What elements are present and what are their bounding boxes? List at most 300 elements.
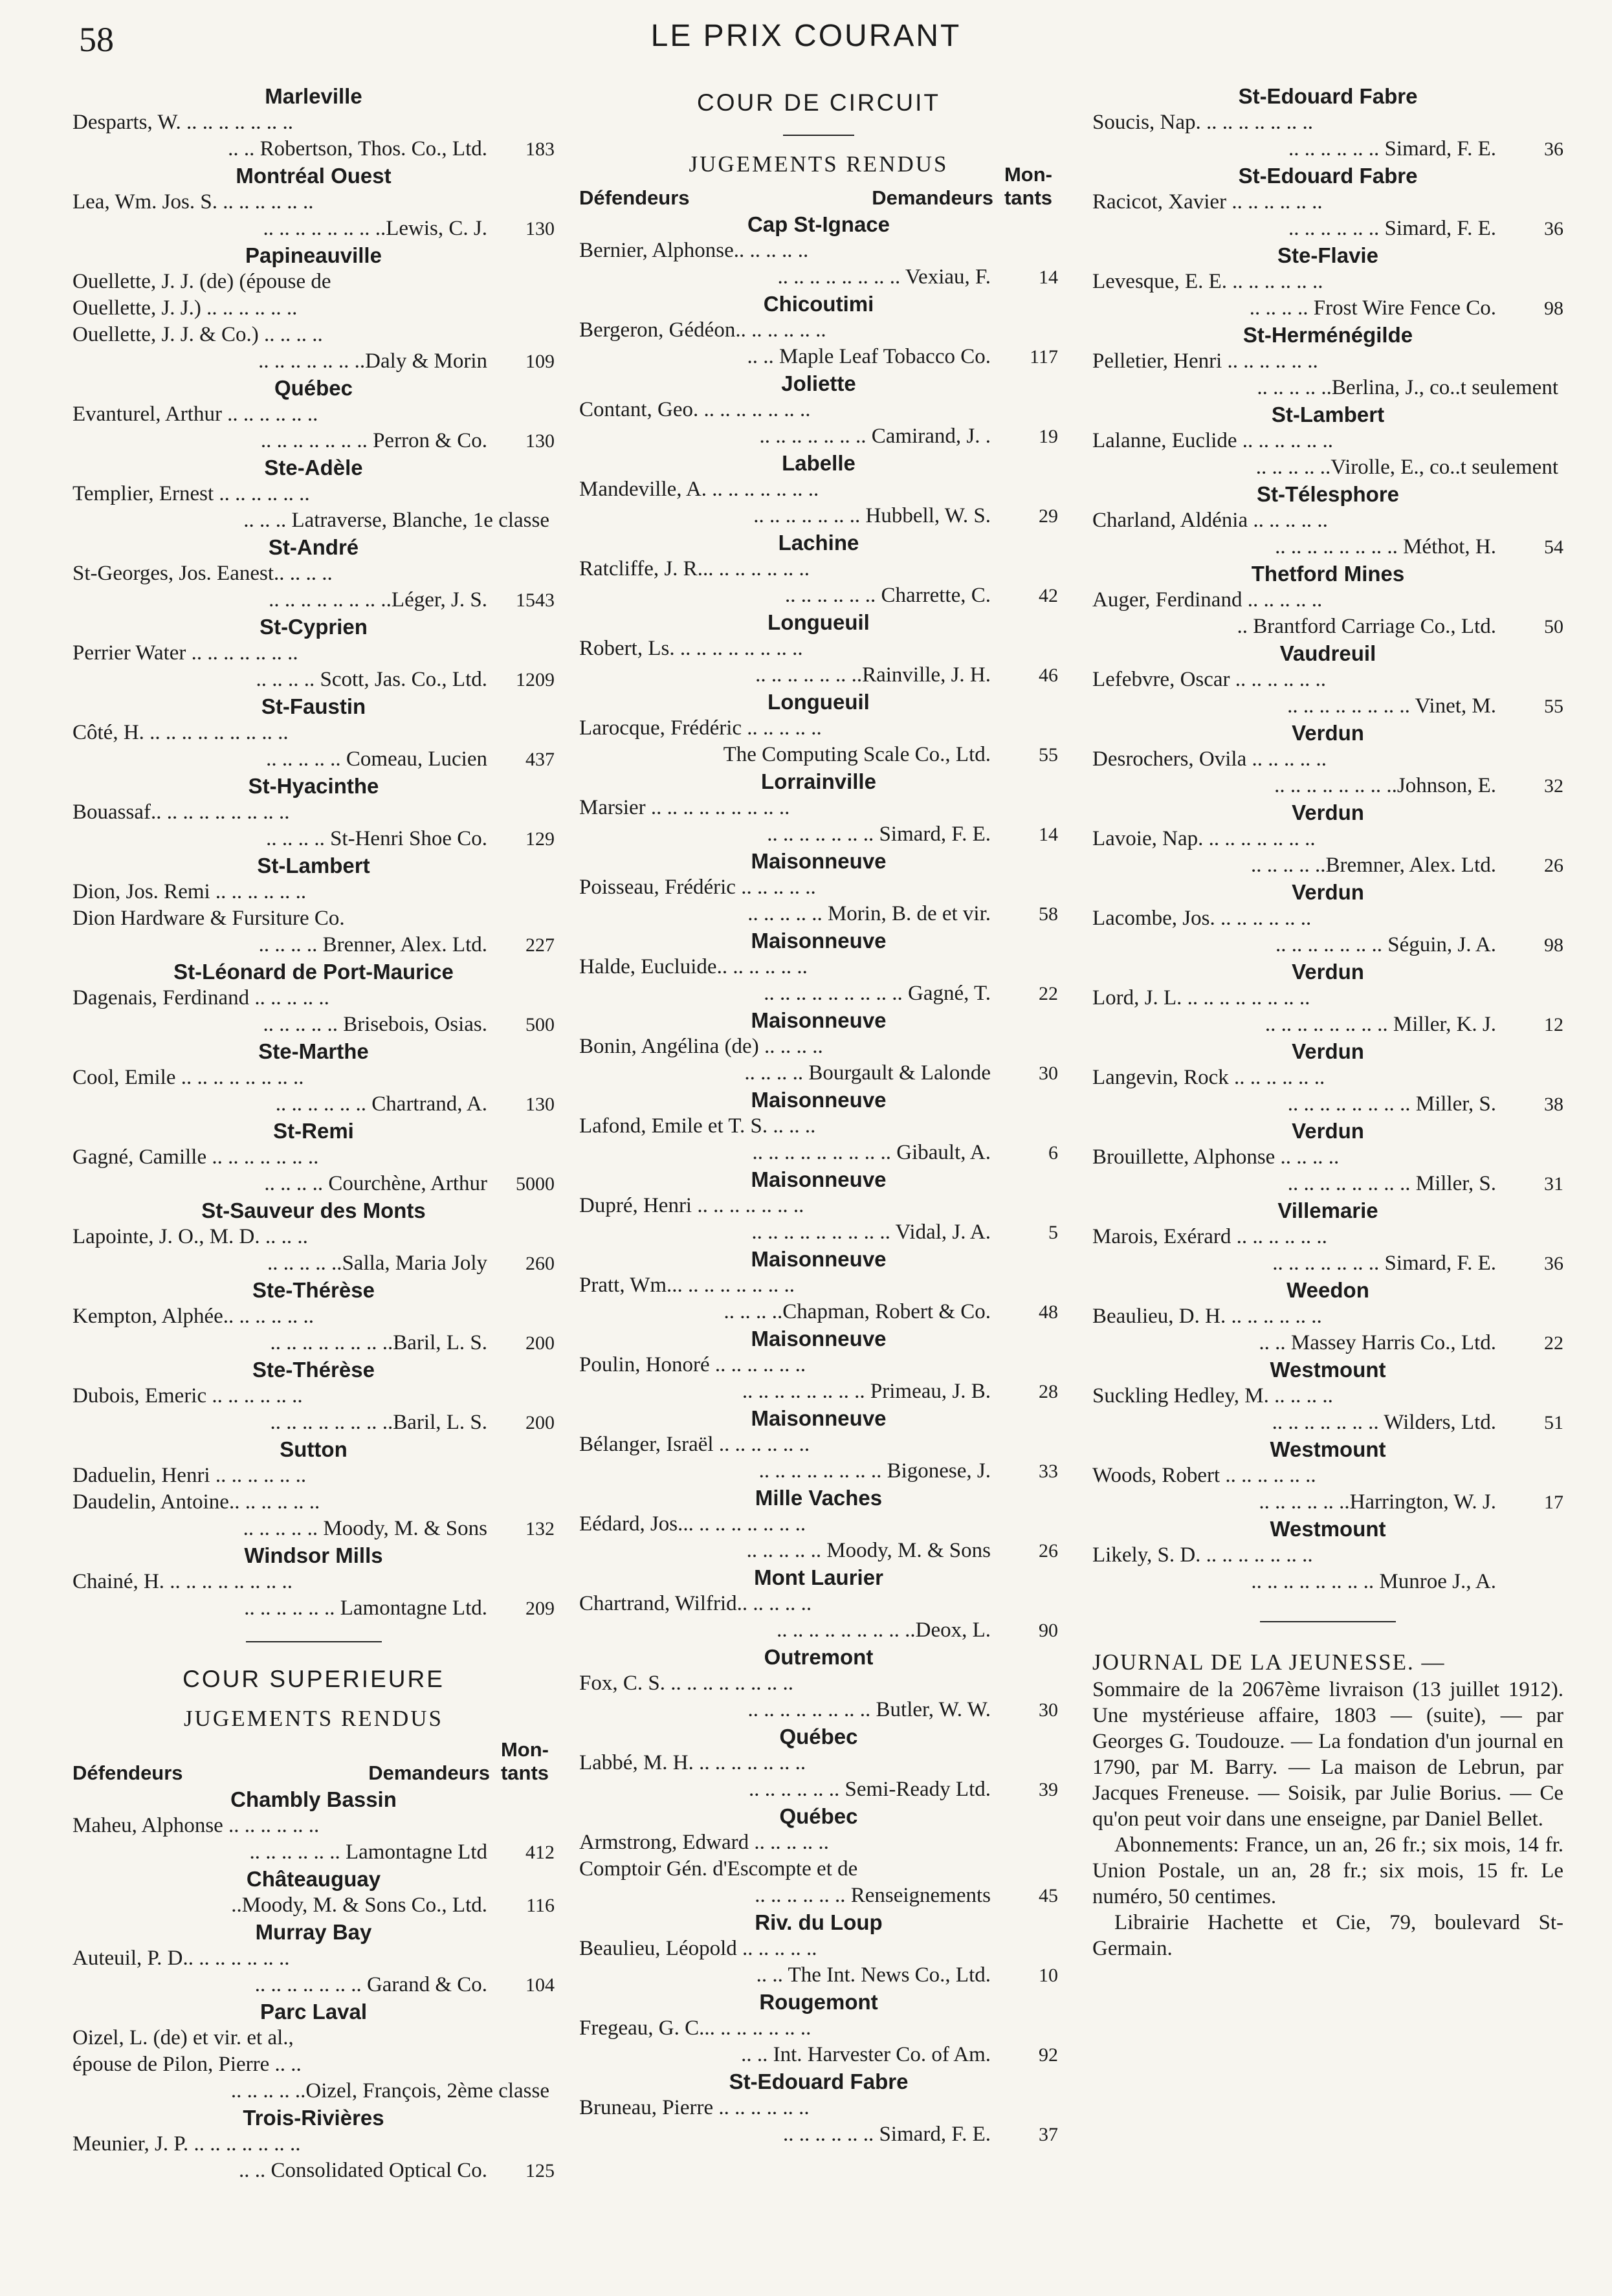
party-text: .. .. Int. Harvester Co. of Am. [741,2043,991,2066]
entry-line [1092,189,1563,215]
party-text: .. .. .. .. Frost Wire Fence Co. [1249,296,1496,320]
amount: 36 [1544,1253,1563,1274]
entry-line [72,215,555,242]
locality-heading: Châteauguay [246,1867,381,1891]
locality-heading: Thetford Mines [1251,562,1405,586]
party-text: .. .. .. .. .. .. .. Wilders, Ltd. [1272,1411,1496,1434]
entry-line [579,1750,1058,1776]
amount: 30 [1039,1063,1058,1084]
entry-line [579,264,1058,291]
entry-line [72,1065,555,1091]
party-text: .. .. .. .. .. .. ..Rainville, J. H. [755,663,991,687]
cour-superieure-column-header [72,1733,555,1786]
judgment-entry [72,534,555,613]
entry-line [579,2121,1058,2148]
locality-heading: Québec [779,1804,858,1828]
party-text: .. .. .. .. .. Morin, B. de et vir. [747,902,991,925]
judgment-entry [72,2104,555,2184]
entry-line [1092,1171,1563,1197]
amount: 58 [1039,903,1058,925]
party-text: Perrier Water .. .. .. .. .. .. .. [72,641,298,665]
party-text: épouse de Pilon, Pierre .. .. [72,2053,302,2076]
column-2 [579,83,1058,2148]
amount: 130 [525,1094,555,1115]
col-montants: Mon- tants [1004,163,1053,209]
entry-line [1092,1542,1563,1569]
entry-line [579,2095,1058,2121]
amount: 36 [1544,218,1563,239]
party-text: Poulin, Honoré .. .. .. .. .. .. [579,1353,806,1376]
entry-line [579,980,1058,1007]
party-text: Levesque, E. E. .. .. .. .. .. .. [1092,270,1323,293]
judgment-entry [1092,640,1563,720]
judgment-entry [1092,242,1563,322]
party-text: Kempton, Alphée.. .. .. .. .. .. [72,1305,315,1328]
party-text: .. .. .. .. Scott, Jas. Co., Ltd. [256,668,487,691]
entry-line [1092,1091,1563,1118]
entry-line [72,428,555,454]
amount: 46 [1039,665,1058,686]
entry-line [579,1033,1058,1060]
entry-line [1092,1250,1563,1277]
party-text: Pratt, Wm... .. .. .. .. .. .. .. [579,1274,795,1297]
party-text: .. .. .. .. Brenner, Alex. Ltd. [258,933,487,956]
judgment-entry [72,693,555,773]
entry-line [72,401,555,428]
judgment-entry [72,1038,555,1118]
judgment-entry [72,1197,555,1277]
party-text: Eédard, Jos... .. .. .. .. .. .. .. [579,1512,806,1536]
entry-line [1092,826,1563,852]
cour-superieure-title: COUR SUPERIEURE [182,1666,445,1692]
entry-line [579,954,1058,980]
party-text: Mandeville, A. .. .. .. .. .. .. .. [579,478,819,501]
party-text: Fox, C. S. .. .. .. .. .. .. .. .. [579,1672,793,1695]
party-text: Lacombe, Jos. .. .. .. .. .. .. [1092,907,1312,930]
locality-heading: St-Léonard de Port-Maurice [173,960,454,984]
judgment-entry [579,1564,1058,1644]
entry-line [579,582,1058,609]
judgment-entry [579,609,1058,689]
locality-heading: Rougemont [759,1990,878,2014]
locality-heading: St-Sauveur des Monts [201,1198,426,1222]
party-text: Bernier, Alphonse.. .. .. .. .. [579,239,809,262]
locality-heading: St-Lambert [257,854,370,878]
locality-heading: Villemarie [1277,1198,1378,1222]
locality-heading: Québec [779,1725,858,1749]
locality-heading: Sutton [280,1437,348,1461]
party-text: Beaulieu, D. H. .. .. .. .. .. .. [1092,1305,1322,1328]
journal-de-la-jeunesse [1092,1648,1563,1961]
locality-heading: Weedon [1286,1278,1369,1302]
judgment-entry [1092,322,1563,401]
entry-line [1092,932,1563,958]
amount: 98 [1544,934,1563,956]
entry-line [72,746,555,773]
party-text: Charland, Aldénia .. .. .. .. .. [1092,509,1328,532]
amount: 5 [1048,1222,1058,1243]
entry-line [579,423,1058,450]
party-text: .. .. .. .. .. .. .. .. .. Gibault, A. [752,1141,991,1164]
entry-line [72,1171,555,1197]
entry-line [579,1936,1058,1962]
running-title: LE PRIX COURANT [650,19,962,53]
amount: 37 [1039,2124,1058,2145]
judgment-entry [72,375,555,454]
party-text: .. .. .. .. .. .. .. ..Baril, L. S. [270,1411,487,1434]
judgment-entry [579,1087,1058,1166]
judgment-entry [72,1118,555,1197]
entry-line [579,1511,1058,1538]
judgment-entry [1092,1277,1563,1356]
judgment-entry [1092,162,1563,242]
amount: 55 [1544,696,1563,717]
amount: 22 [1544,1332,1563,1354]
judgment-entry [579,1803,1058,1909]
party-text: Bonin, Angélina (de) .. .. .. .. [579,1035,823,1058]
amount: 30 [1039,1699,1058,1721]
locality-heading: Verdun [1292,960,1364,984]
judgment-entry [579,291,1058,370]
entry-line [72,985,555,1011]
amount: 26 [1544,855,1563,876]
judgment-entry [1092,401,1563,481]
amount: 130 [525,430,555,452]
party-text: .. .. .. .. .. .. Simard, F. E. [783,2123,991,2146]
judgment-entry [579,1405,1058,1485]
col-montants: Mon- tants [500,1738,549,1784]
amount: 500 [525,1014,555,1035]
entry-line [72,1516,555,1542]
party-text: .. .. .. .. .. .. .. ..Johnson, E. [1274,774,1496,797]
amount: 6 [1048,1142,1058,1164]
locality-heading: St-André [268,535,359,559]
party-text: Cool, Emile .. .. .. .. .. .. .. .. [72,1066,304,1089]
entry-line [1092,507,1563,534]
judgment-entry [72,1277,555,1356]
amount: 12 [1544,1014,1563,1035]
party-text: St-Georges, Jos. Eanest.. .. .. .. [72,562,333,585]
locality-heading: Verdun [1292,1039,1364,1063]
party-text: Pelletier, Henri .. .. .. .. .. .. [1092,349,1318,373]
locality-heading: Maisonneuve [751,929,887,953]
locality-heading: Chambly Bassin [230,1787,397,1811]
party-text: Dion Hardware & Fursiture Co. [72,907,345,930]
amount: 32 [1544,775,1563,797]
party-text: Lapointe, J. O., M. D. .. .. .. [72,1225,308,1248]
party-text: .. .. .. Latraverse, Blanche, 1e classe [243,509,549,532]
party-text: Bouassaf.. .. .. .. .. .. .. .. .. [72,800,290,824]
judgment-entry [579,1166,1058,1246]
party-text: Daudelin, Antoine.. .. .. .. .. .. [72,1490,320,1514]
entry-line [1092,613,1563,640]
party-text: .. .. .. .. .. .. .. .. .. Gagné, T. [764,982,991,1005]
party-text: Côté, H. .. .. .. .. .. .. .. .. .. [72,721,289,744]
amount: 1543 [516,590,555,611]
entry-line [1092,534,1563,560]
entry-line [1092,905,1563,932]
locality-heading: Maisonneuve [751,1088,887,1112]
entry-line [579,1776,1058,1803]
amount: 200 [525,1412,555,1433]
judgment-entry [579,1007,1058,1087]
entry-line [72,1569,555,1595]
entry-line [1092,852,1563,879]
amount: 19 [1039,426,1058,447]
party-text: Templier, Ernest .. .. .. .. .. .. [72,482,310,505]
party-text: Dubois, Emeric .. .. .. .. .. .. [72,1384,303,1407]
locality-heading: Ste-Thérèse [252,1278,375,1302]
judgment-entry [1092,1516,1563,1595]
judgment-entry [579,848,1058,927]
entry-line [579,344,1058,370]
judgment-entry [72,242,555,375]
entry-line [72,799,555,826]
party-text: .. .. Consolidated Optical Co. [238,2159,487,2182]
party-text: .. .. .. .. .. Comeau, Lucien [266,747,487,771]
entry-line [579,1431,1058,1458]
entry-line [72,1945,555,1972]
section-divider [246,1641,382,1642]
judgment-entry [579,1325,1058,1405]
amount: 29 [1039,505,1058,527]
party-text: Meunier, J. P. .. .. .. .. .. .. .. [72,2132,301,2156]
amount: 209 [525,1598,555,1619]
locality-heading: Joliette [781,371,856,395]
amount: 22 [1039,983,1058,1004]
entry-line [72,1972,555,1998]
locality-heading: Lachine [778,531,859,555]
entry-line [579,1219,1058,1246]
entry-line [579,1617,1058,1644]
entry-line [72,1011,555,1038]
entry-line [579,317,1058,344]
party-text: Soucis, Nap. .. .. .. .. .. .. .. [1092,111,1313,134]
entry-line [579,635,1058,662]
entry-line [72,189,555,215]
amount: 104 [525,1974,555,1996]
amount: 437 [525,749,555,770]
party-text: .. .. .. .. .. .. .. .. Primeau, J. B. [742,1380,991,1403]
amount: 28 [1039,1381,1058,1402]
judgment-entry [579,2068,1058,2148]
amount: 17 [1544,1492,1563,1513]
judgment-entry [72,162,555,242]
entry-line [579,1829,1058,1856]
cour-de-circuit-entries [579,211,1058,2148]
judgment-entry [72,958,555,1038]
party-text: .. .. .. .. ..Berlina, J., co..t seulement [1257,376,1558,399]
entry-line [72,720,555,746]
col-defendeurs: Défendeurs [579,186,690,209]
judgment-entry [1092,958,1563,1038]
judgment-entry [579,370,1058,450]
entry-line [72,2131,555,2158]
amount: 42 [1039,585,1058,606]
locality-heading: Verdun [1292,1119,1364,1143]
amount: 45 [1039,1885,1058,1906]
party-text: Maheu, Alphonse .. .. .. .. .. .. [72,1814,320,1837]
locality-heading: St-Lambert [1271,403,1385,426]
party-text: .. .. .. .. .. .. .. .. Butler, W. W. [747,1698,991,1721]
amount: 54 [1544,536,1563,558]
entry-line [1092,1383,1563,1409]
locality-heading: St-Edouard Fabre [1238,164,1418,188]
cour-de-circuit-continued [72,83,555,1622]
locality-heading: Longueuil [767,610,870,634]
party-text: Daduelin, Henri .. .. .. .. .. .. [72,1464,307,1487]
entry-line [1092,136,1563,162]
entry-line [72,2158,555,2184]
entry-line [1092,1569,1563,1595]
entry-line [72,1330,555,1356]
entry-line [72,481,555,507]
entry-line [579,476,1058,503]
locality-heading: St-Edouard Fabre [729,2070,909,2093]
locality-heading: Ste-Flavie [1277,243,1378,267]
locality-heading: Murray Bay [255,1920,372,1944]
entry-line [579,901,1058,927]
party-text: Ratcliffe, J. R... .. .. .. .. .. .. [579,557,810,580]
entry-line [72,322,555,348]
entry-line [72,1892,555,1919]
amount: 33 [1039,1461,1058,1482]
amount: 183 [525,138,555,160]
party-text: .. .. .. .. .. .. .. ..Léger, J. S. [269,588,487,612]
amount: 48 [1039,1301,1058,1323]
locality-heading: St-Remi [273,1119,354,1143]
party-text: Dupré, Henri .. .. .. .. .. .. .. [579,1194,804,1217]
locality-heading: St-Faustin [261,694,366,718]
party-text: .. .. .. .. .. .. .. .. .. Vidal, J. A. [751,1220,991,1244]
amount: 36 [1544,138,1563,160]
party-text: Ouellette, J. J. (de) (épouse de [72,270,331,293]
entry-line [72,1489,555,1516]
section-divider [1260,1621,1396,1622]
col-demandeurs: Demandeurs [872,186,993,209]
party-text: Gagné, Camille .. .. .. .. .. .. .. [72,1145,319,1169]
entry-line [579,1856,1058,1882]
party-text: Bélanger, Israël .. .. .. .. .. .. [579,1433,810,1456]
entry-line [72,2078,555,2104]
entry-line [1092,773,1563,799]
entry-line [72,2051,555,2078]
party-text: .. .. .. .. .. .. .. Camirand, J. . [759,425,991,448]
judgment-entry [72,773,555,852]
entry-line [579,662,1058,689]
entry-line [579,397,1058,423]
party-text: .. .. Robertson, Thos. Co., Ltd. [228,137,487,160]
party-text: Brouillette, Alphonse .. .. .. .. [1092,1145,1340,1169]
amount: 200 [525,1332,555,1354]
judgment-entry [72,1919,555,1998]
party-text: .. .. .. .. ..Oizel, François, 2ème classe [230,2079,549,2103]
party-text: .. .. .. .. .. .. .. .. Miller, S. [1287,1092,1496,1116]
journal-subscriptions: Abonnements: France, un an, 26 fr.; six mois, 14 fr. Union Postale, un an, 28 fr.; six mois, 15 fr. Le numéro, 50 centimes. [1092,1833,1563,1908]
party-text: Beaulieu, Léopold .. .. .. .. .. [579,1937,817,1960]
party-text: .. .. .. ..Chapman, Robert & Co. [723,1300,991,1323]
entry-line [72,2025,555,2051]
entry-line [579,2042,1058,2068]
party-text: Marsier .. .. .. .. .. .. .. .. .. [579,796,790,819]
locality-heading: Vaudreuil [1279,641,1376,665]
amount: 130 [525,218,555,239]
locality-heading: Maisonneuve [751,1167,887,1191]
title-rule [783,135,854,136]
entry-line [72,826,555,852]
entry-line [579,1378,1058,1405]
party-text: .. .. .. .. Bourgault & Lalonde [744,1061,991,1085]
locality-heading: Outremont [764,1645,874,1669]
entry-line [72,109,555,136]
party-text: Dion, Jos. Remi .. .. .. .. .. .. [72,880,307,903]
amount: 51 [1544,1412,1563,1433]
party-text: .. .. .. .. .. .. .. Perron & Co. [260,429,487,452]
amount: 412 [525,1842,555,1863]
judgment-entry [72,1786,555,1866]
entry-line [579,821,1058,848]
party-text: .. .. .. .. .. .. Lamontagne Ltd [249,1840,487,1864]
locality-heading: Mille Vaches [755,1486,883,1510]
party-text: Lavoie, Nap. .. .. .. .. .. .. .. [1092,827,1316,850]
judgment-entry [72,1866,555,1919]
judgment-entry [1092,1197,1563,1277]
entry-line [1092,1463,1563,1489]
judgment-entry [72,83,555,162]
cour-de-circuit-subtitle: JUGEMENTS RENDUS [689,151,949,177]
amount: 125 [525,2160,555,2181]
party-text: Robert, Ls. .. .. .. .. .. .. .. .. [579,637,803,660]
locality-heading: Parc Laval [259,2000,368,2024]
entry-line [1092,1409,1563,1436]
locality-heading: Riv. du Loup [755,1910,883,1934]
entry-line [72,640,555,667]
party-text: .. .. .. .. .. .. .. Hubbell, W. S. [753,504,991,527]
party-text: .. .. .. .. .. .. Lamontagne Ltd. [244,1596,487,1620]
locality-heading: Mont Laurier [754,1565,883,1589]
party-text: .. .. .. .. .. .. .. Garand & Co. [254,1973,487,1996]
amount: 10 [1039,1965,1058,1986]
entry-line [72,667,555,693]
party-text: Bergeron, Gédéon.. .. .. .. .. .. [579,318,826,342]
entry-line [72,507,555,534]
locality-heading: St-Cyprien [259,615,368,639]
judgment-entry [1092,1356,1563,1436]
party-text: Suckling Hedley, M. .. .. .. .. [1092,1384,1333,1407]
judgment-entry [1092,560,1563,640]
judgment-entry [1092,1436,1563,1516]
locality-heading: Ste-Marthe [258,1039,369,1063]
locality-heading: Verdun [1292,721,1364,745]
party-text: .. .. .. .. .. .. .. .. Méthot, H. [1275,535,1496,558]
judgment-entry [72,454,555,534]
party-text: Contant, Geo. .. .. .. .. .. .. .. [579,398,811,421]
judgment-entry [579,768,1058,848]
party-text: Marois, Exérard .. .. .. .. .. .. [1092,1225,1327,1248]
entry-line [579,237,1058,264]
col-demandeurs: Demandeurs [368,1761,490,1784]
judgment-entry [72,1998,555,2104]
judgment-entry [579,1723,1058,1803]
party-text: .. .. .. .. .. ..Harrington, W. J. [1259,1490,1496,1514]
party-text: .. .. .. .. .. .. Charrette, C. [784,584,991,607]
column-3 [1092,83,1563,1961]
entry-line [72,1250,555,1277]
locality-heading: Labelle [782,451,856,475]
entry-line [1092,985,1563,1011]
entry-line [1092,215,1563,242]
party-text: The Computing Scale Co., Ltd. [723,743,991,766]
